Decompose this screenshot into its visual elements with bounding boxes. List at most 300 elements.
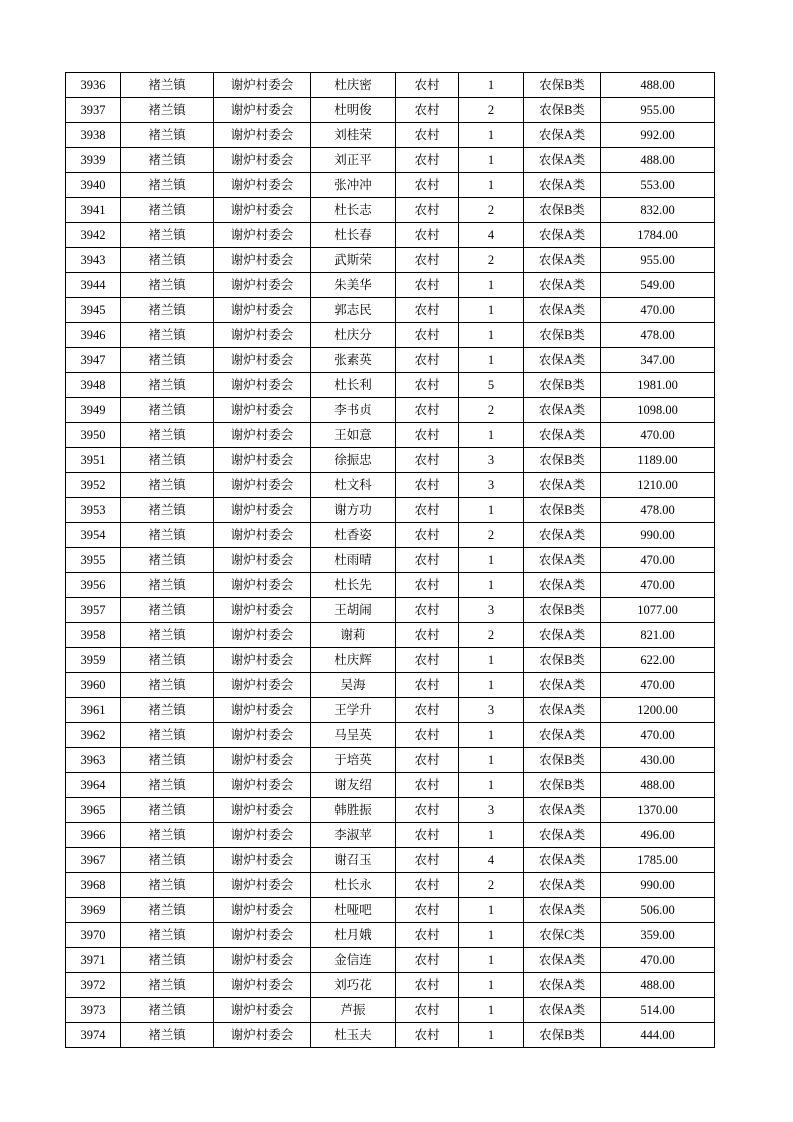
- cell-amount: 1189.00: [601, 448, 715, 473]
- cell-type: 农村: [396, 248, 459, 273]
- cell-name: 王胡闹: [311, 598, 396, 623]
- cell-town: 褚兰镇: [121, 298, 214, 323]
- cell-category: 农保B类: [524, 598, 601, 623]
- cell-category: 农保A类: [524, 698, 601, 723]
- cell-name: 武斯荣: [311, 248, 396, 273]
- cell-village: 谢炉村委会: [214, 173, 311, 198]
- table-row: [66, 73, 715, 98]
- cell-type: 农村: [396, 948, 459, 973]
- cell-town: 褚兰镇: [121, 698, 214, 723]
- cell-serial: 3938: [66, 123, 121, 148]
- cell-count: 1: [459, 673, 524, 698]
- cell-amount: 478.00: [601, 498, 715, 523]
- cell-category: 农保B类: [524, 748, 601, 773]
- table-row: [66, 473, 715, 498]
- cell-type: 农村: [396, 1023, 459, 1048]
- cell-village: 谢炉村委会: [214, 598, 311, 623]
- cell-village: 谢炉村委会: [214, 398, 311, 423]
- cell-amount: 1210.00: [601, 473, 715, 498]
- table-row: [66, 498, 715, 523]
- cell-name: 张冲冲: [311, 173, 396, 198]
- cell-type: 农村: [396, 373, 459, 398]
- table-row: [66, 348, 715, 373]
- cell-town: 褚兰镇: [121, 923, 214, 948]
- cell-type: 农村: [396, 523, 459, 548]
- cell-amount: 1784.00: [601, 223, 715, 248]
- table-row: [66, 748, 715, 773]
- cell-category: 农保A类: [524, 998, 601, 1023]
- cell-category: 农保A类: [524, 673, 601, 698]
- cell-amount: 470.00: [601, 298, 715, 323]
- cell-type: 农村: [396, 648, 459, 673]
- cell-count: 1: [459, 173, 524, 198]
- cell-serial: 3953: [66, 498, 121, 523]
- cell-count: 2: [459, 198, 524, 223]
- cell-town: 褚兰镇: [121, 198, 214, 223]
- cell-count: 3: [459, 473, 524, 498]
- table-row: [66, 873, 715, 898]
- cell-village: 谢炉村委会: [214, 898, 311, 923]
- cell-name: 谢友绍: [311, 773, 396, 798]
- cell-town: 褚兰镇: [121, 373, 214, 398]
- cell-village: 谢炉村委会: [214, 773, 311, 798]
- cell-type: 农村: [396, 798, 459, 823]
- cell-type: 农村: [396, 198, 459, 223]
- cell-amount: 488.00: [601, 148, 715, 173]
- cell-amount: 1098.00: [601, 398, 715, 423]
- cell-village: 谢炉村委会: [214, 548, 311, 573]
- cell-name: 金信连: [311, 948, 396, 973]
- cell-count: 1: [459, 1023, 524, 1048]
- cell-amount: 470.00: [601, 673, 715, 698]
- table-row: [66, 173, 715, 198]
- cell-amount: 549.00: [601, 273, 715, 298]
- cell-category: 农保A类: [524, 798, 601, 823]
- cell-town: 褚兰镇: [121, 448, 214, 473]
- cell-count: 1: [459, 148, 524, 173]
- cell-serial: 3959: [66, 648, 121, 673]
- table-row: [66, 973, 715, 998]
- cell-count: 1: [459, 298, 524, 323]
- cell-name: 杜明俊: [311, 98, 396, 123]
- table-row: [66, 1023, 715, 1048]
- cell-category: 农保B类: [524, 98, 601, 123]
- cell-name: 杜长利: [311, 373, 396, 398]
- cell-town: 褚兰镇: [121, 148, 214, 173]
- table-row: [66, 523, 715, 548]
- cell-count: 1: [459, 973, 524, 998]
- cell-town: 褚兰镇: [121, 498, 214, 523]
- cell-category: 农保B类: [524, 773, 601, 798]
- cell-name: 杜长春: [311, 223, 396, 248]
- cell-type: 农村: [396, 323, 459, 348]
- cell-village: 谢炉村委会: [214, 223, 311, 248]
- cell-name: 朱美华: [311, 273, 396, 298]
- cell-category: 农保A类: [524, 273, 601, 298]
- cell-serial: 3966: [66, 823, 121, 848]
- cell-type: 农村: [396, 773, 459, 798]
- cell-town: 褚兰镇: [121, 548, 214, 573]
- cell-name: 杜雨晴: [311, 548, 396, 573]
- cell-town: 褚兰镇: [121, 823, 214, 848]
- cell-count: 3: [459, 698, 524, 723]
- cell-name: 杜庆分: [311, 323, 396, 348]
- cell-count: 2: [459, 398, 524, 423]
- cell-type: 农村: [396, 848, 459, 873]
- cell-town: 褚兰镇: [121, 273, 214, 298]
- cell-category: 农保A类: [524, 723, 601, 748]
- cell-name: 杜庆密: [311, 73, 396, 98]
- cell-name: 杜月娥: [311, 923, 396, 948]
- cell-name: 杜长永: [311, 873, 396, 898]
- cell-name: 徐振忠: [311, 448, 396, 473]
- table-row: [66, 923, 715, 948]
- cell-serial: 3960: [66, 673, 121, 698]
- cell-serial: 3954: [66, 523, 121, 548]
- cell-type: 农村: [396, 973, 459, 998]
- cell-village: 谢炉村委会: [214, 1023, 311, 1048]
- cell-count: 1: [459, 648, 524, 673]
- cell-category: 农保B类: [524, 198, 601, 223]
- cell-name: 杜文科: [311, 473, 396, 498]
- cell-category: 农保A类: [524, 348, 601, 373]
- cell-category: 农保A类: [524, 523, 601, 548]
- cell-type: 农村: [396, 398, 459, 423]
- cell-amount: 506.00: [601, 898, 715, 923]
- cell-town: 褚兰镇: [121, 723, 214, 748]
- cell-name: 王学升: [311, 698, 396, 723]
- table-row: [66, 673, 715, 698]
- cell-village: 谢炉村委会: [214, 248, 311, 273]
- cell-count: 4: [459, 223, 524, 248]
- cell-town: 褚兰镇: [121, 748, 214, 773]
- cell-village: 谢炉村委会: [214, 523, 311, 548]
- cell-category: 农保B类: [524, 648, 601, 673]
- cell-village: 谢炉村委会: [214, 298, 311, 323]
- cell-name: 张素英: [311, 348, 396, 373]
- cell-village: 谢炉村委会: [214, 448, 311, 473]
- cell-category: 农保A类: [524, 223, 601, 248]
- cell-serial: 3967: [66, 848, 121, 873]
- cell-name: 杜长先: [311, 573, 396, 598]
- cell-town: 褚兰镇: [121, 848, 214, 873]
- cell-count: 1: [459, 573, 524, 598]
- cell-category: 农保A类: [524, 473, 601, 498]
- table-row: [66, 723, 715, 748]
- cell-count: 1: [459, 998, 524, 1023]
- cell-serial: 3963: [66, 748, 121, 773]
- table-row: [66, 698, 715, 723]
- cell-count: 2: [459, 873, 524, 898]
- cell-village: 谢炉村委会: [214, 573, 311, 598]
- cell-count: 1: [459, 748, 524, 773]
- cell-town: 褚兰镇: [121, 773, 214, 798]
- cell-category: 农保A类: [524, 873, 601, 898]
- cell-name: 芦振: [311, 998, 396, 1023]
- table-row: [66, 323, 715, 348]
- table-row: [66, 823, 715, 848]
- cell-name: 杜长志: [311, 198, 396, 223]
- cell-category: 农保A类: [524, 398, 601, 423]
- table-row: [66, 598, 715, 623]
- cell-village: 谢炉村委会: [214, 848, 311, 873]
- table-row: [66, 798, 715, 823]
- cell-amount: 622.00: [601, 648, 715, 673]
- cell-name: 杜庆辉: [311, 648, 396, 673]
- cell-category: 农保A类: [524, 123, 601, 148]
- cell-serial: 3965: [66, 798, 121, 823]
- cell-type: 农村: [396, 923, 459, 948]
- cell-town: 褚兰镇: [121, 973, 214, 998]
- cell-count: 1: [459, 498, 524, 523]
- cell-village: 谢炉村委会: [214, 823, 311, 848]
- cell-amount: 832.00: [601, 198, 715, 223]
- cell-count: 1: [459, 273, 524, 298]
- cell-category: 农保A类: [524, 173, 601, 198]
- cell-serial: 3942: [66, 223, 121, 248]
- cell-serial: 3974: [66, 1023, 121, 1048]
- cell-category: 农保B类: [524, 373, 601, 398]
- cell-amount: 821.00: [601, 623, 715, 648]
- cell-name: 于培英: [311, 748, 396, 773]
- cell-type: 农村: [396, 548, 459, 573]
- cell-type: 农村: [396, 498, 459, 523]
- cell-name: 马呈英: [311, 723, 396, 748]
- cell-name: 郭志民: [311, 298, 396, 323]
- cell-name: 杜玉夫: [311, 1023, 396, 1048]
- cell-amount: 1785.00: [601, 848, 715, 873]
- cell-type: 农村: [396, 473, 459, 498]
- cell-town: 褚兰镇: [121, 73, 214, 98]
- cell-serial: 3941: [66, 198, 121, 223]
- cell-category: 农保A类: [524, 848, 601, 873]
- cell-name: 杜哑吧: [311, 898, 396, 923]
- cell-type: 农村: [396, 148, 459, 173]
- cell-category: 农保B类: [524, 73, 601, 98]
- table-row: [66, 98, 715, 123]
- cell-amount: 992.00: [601, 123, 715, 148]
- cell-category: 农保A类: [524, 898, 601, 923]
- cell-amount: 553.00: [601, 173, 715, 198]
- cell-town: 褚兰镇: [121, 673, 214, 698]
- cell-village: 谢炉村委会: [214, 273, 311, 298]
- cell-town: 褚兰镇: [121, 473, 214, 498]
- cell-village: 谢炉村委会: [214, 198, 311, 223]
- cell-type: 农村: [396, 273, 459, 298]
- cell-amount: 347.00: [601, 348, 715, 373]
- cell-amount: 514.00: [601, 998, 715, 1023]
- cell-name: 刘正平: [311, 148, 396, 173]
- cell-name: 韩胜振: [311, 798, 396, 823]
- cell-town: 褚兰镇: [121, 598, 214, 623]
- cell-town: 褚兰镇: [121, 248, 214, 273]
- cell-village: 谢炉村委会: [214, 673, 311, 698]
- cell-town: 褚兰镇: [121, 1023, 214, 1048]
- cell-name: 谢莉: [311, 623, 396, 648]
- cell-category: 农保A类: [524, 973, 601, 998]
- cell-category: 农保A类: [524, 148, 601, 173]
- cell-village: 谢炉村委会: [214, 73, 311, 98]
- cell-type: 农村: [396, 898, 459, 923]
- cell-town: 褚兰镇: [121, 523, 214, 548]
- cell-town: 褚兰镇: [121, 898, 214, 923]
- table-row: [66, 648, 715, 673]
- cell-village: 谢炉村委会: [214, 623, 311, 648]
- cell-count: 2: [459, 623, 524, 648]
- cell-serial: 3969: [66, 898, 121, 923]
- table-row: [66, 148, 715, 173]
- cell-count: 1: [459, 923, 524, 948]
- cell-type: 农村: [396, 73, 459, 98]
- cell-town: 褚兰镇: [121, 648, 214, 673]
- cell-village: 谢炉村委会: [214, 423, 311, 448]
- cell-town: 褚兰镇: [121, 123, 214, 148]
- cell-category: 农保A类: [524, 573, 601, 598]
- table-row: [66, 223, 715, 248]
- cell-type: 农村: [396, 873, 459, 898]
- cell-village: 谢炉村委会: [214, 98, 311, 123]
- cell-town: 褚兰镇: [121, 98, 214, 123]
- cell-category: 农保A类: [524, 248, 601, 273]
- cell-amount: 359.00: [601, 923, 715, 948]
- cell-type: 农村: [396, 123, 459, 148]
- cell-village: 谢炉村委会: [214, 348, 311, 373]
- cell-amount: 470.00: [601, 948, 715, 973]
- cell-count: 1: [459, 948, 524, 973]
- table-row: [66, 298, 715, 323]
- cell-town: 褚兰镇: [121, 948, 214, 973]
- cell-type: 农村: [396, 423, 459, 448]
- cell-town: 褚兰镇: [121, 348, 214, 373]
- cell-serial: 3951: [66, 448, 121, 473]
- cell-serial: 3958: [66, 623, 121, 648]
- cell-category: 农保B类: [524, 448, 601, 473]
- cell-count: 1: [459, 123, 524, 148]
- cell-amount: 1981.00: [601, 373, 715, 398]
- cell-name: 刘桂荣: [311, 123, 396, 148]
- cell-serial: 3949: [66, 398, 121, 423]
- cell-village: 谢炉村委会: [214, 148, 311, 173]
- cell-amount: 478.00: [601, 323, 715, 348]
- cell-village: 谢炉村委会: [214, 798, 311, 823]
- cell-serial: 3955: [66, 548, 121, 573]
- cell-serial: 3961: [66, 698, 121, 723]
- cell-serial: 3946: [66, 323, 121, 348]
- table-row: [66, 623, 715, 648]
- table-row: [66, 573, 715, 598]
- cell-town: 褚兰镇: [121, 998, 214, 1023]
- cell-village: 谢炉村委会: [214, 498, 311, 523]
- cell-serial: 3972: [66, 973, 121, 998]
- cell-town: 褚兰镇: [121, 173, 214, 198]
- cell-category: 农保A类: [524, 823, 601, 848]
- cell-amount: 470.00: [601, 723, 715, 748]
- cell-serial: 3957: [66, 598, 121, 623]
- table-body: [66, 73, 715, 1048]
- cell-village: 谢炉村委会: [214, 748, 311, 773]
- cell-count: 1: [459, 548, 524, 573]
- cell-serial: 3936: [66, 73, 121, 98]
- cell-village: 谢炉村委会: [214, 473, 311, 498]
- table-row: [66, 273, 715, 298]
- cell-count: 1: [459, 323, 524, 348]
- cell-village: 谢炉村委会: [214, 723, 311, 748]
- table-row: [66, 448, 715, 473]
- cell-village: 谢炉村委会: [214, 973, 311, 998]
- cell-serial: 3952: [66, 473, 121, 498]
- cell-name: 谢召玉: [311, 848, 396, 873]
- cell-serial: 3968: [66, 873, 121, 898]
- cell-serial: 3948: [66, 373, 121, 398]
- cell-category: 农保B类: [524, 498, 601, 523]
- cell-type: 农村: [396, 173, 459, 198]
- cell-count: 1: [459, 73, 524, 98]
- cell-serial: 3939: [66, 148, 121, 173]
- cell-name: 李淑苹: [311, 823, 396, 848]
- cell-amount: 955.00: [601, 98, 715, 123]
- cell-serial: 3943: [66, 248, 121, 273]
- cell-serial: 3971: [66, 948, 121, 973]
- cell-serial: 3944: [66, 273, 121, 298]
- cell-category: 农保B类: [524, 323, 601, 348]
- cell-name: 李书贞: [311, 398, 396, 423]
- cell-amount: 1370.00: [601, 798, 715, 823]
- cell-serial: 3973: [66, 998, 121, 1023]
- benefits-table: [65, 72, 715, 1048]
- cell-serial: 3945: [66, 298, 121, 323]
- cell-type: 农村: [396, 698, 459, 723]
- cell-village: 谢炉村委会: [214, 373, 311, 398]
- cell-amount: 488.00: [601, 73, 715, 98]
- cell-type: 农村: [396, 823, 459, 848]
- cell-village: 谢炉村委会: [214, 948, 311, 973]
- cell-type: 农村: [396, 623, 459, 648]
- cell-town: 褚兰镇: [121, 873, 214, 898]
- cell-type: 农村: [396, 223, 459, 248]
- table-row: [66, 848, 715, 873]
- cell-count: 3: [459, 598, 524, 623]
- cell-town: 褚兰镇: [121, 398, 214, 423]
- cell-type: 农村: [396, 598, 459, 623]
- cell-amount: 470.00: [601, 423, 715, 448]
- cell-town: 褚兰镇: [121, 573, 214, 598]
- cell-village: 谢炉村委会: [214, 323, 311, 348]
- cell-name: 杜香姿: [311, 523, 396, 548]
- cell-category: 农保A类: [524, 298, 601, 323]
- table-row: [66, 773, 715, 798]
- cell-amount: 444.00: [601, 1023, 715, 1048]
- cell-amount: 496.00: [601, 823, 715, 848]
- cell-serial: 3964: [66, 773, 121, 798]
- cell-name: 刘巧花: [311, 973, 396, 998]
- cell-count: 3: [459, 448, 524, 473]
- cell-count: 1: [459, 723, 524, 748]
- cell-type: 农村: [396, 98, 459, 123]
- cell-count: 3: [459, 798, 524, 823]
- cell-category: 农保B类: [524, 1023, 601, 1048]
- cell-type: 农村: [396, 348, 459, 373]
- cell-amount: 488.00: [601, 973, 715, 998]
- cell-type: 农村: [396, 748, 459, 773]
- cell-count: 2: [459, 523, 524, 548]
- cell-town: 褚兰镇: [121, 223, 214, 248]
- cell-amount: 955.00: [601, 248, 715, 273]
- cell-type: 农村: [396, 298, 459, 323]
- cell-amount: 488.00: [601, 773, 715, 798]
- cell-count: 1: [459, 823, 524, 848]
- cell-serial: 3970: [66, 923, 121, 948]
- cell-name: 王如意: [311, 423, 396, 448]
